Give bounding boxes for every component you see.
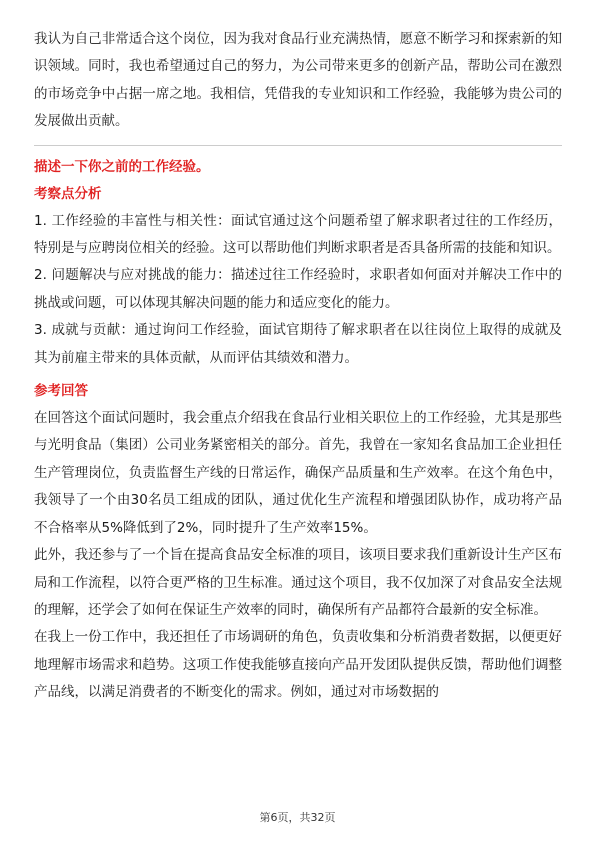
- answer-paragraph: 此外，我还参与了一个旨在提高食品安全标准的项目，该项目要求我们重新设计生产区布局和工作流程，以符合更严格的卫生标准。通过这个项目，我不仅加深了对食品安全法规的理解，还学会了如何在保证生产效率的同时，确保所有产品都符合最新的安全标准。: [34, 547, 562, 618]
- answer-paragraph: 在我上一份工作中，我还担任了市场调研的角色，负责收集和分析消费者数据，以便更好地理解市场需求和趋势。这项工作使我能够直接向产品开发团队提供反馈，帮助他们调整产品线，以满足消费者的不断变化的需求。例如，通过对市场数据的: [34, 629, 562, 701]
- document-page: [34, 26, 562, 707]
- page-number-footer: 第6页，共32页: [259, 811, 336, 824]
- section-divider: [34, 145, 562, 146]
- intro-paragraph: 我认为自己非常适合这个岗位，因为我对食品行业充满热情，愿意不断学习和探索新的知识领域。同时，我也希望通过自己的努力，为公司带来更多的创新产品，帮助公司在激烈的市场竞争中占据一席之地。我相信，凭借我的专业知识和工作经验，我能够为贵公司的发展做出贡献。: [34, 31, 562, 130]
- analysis-heading: 考察点分析: [34, 185, 102, 202]
- answer-paragraph: 在回答这个面试问题时，我会重点介绍我在食品行业相关职位上的工作经验，尤其是那些与光明食品（集团）公司业务紧密相关的部分。首先，我曾在一家知名食品加工企业担任生产管理岗位，负责监督生产线的日常运作，确保产品质量和生产效率。在这个角色中，我领导了一个由30名员工组成的团队，通过优化生产流程和增强团队协作，成功将产品不合格率从5%降低到了2%，同时提升了生产效率15%。: [34, 410, 562, 536]
- interview-question: 描述一下你之前的工作经验。: [34, 158, 210, 175]
- answer-heading: 参考回答: [34, 383, 88, 400]
- analysis-point: 3. 成就与贡献：通过询问工作经验，面试官期待了解求职者在以往岗位上取得的成就及其为前雇主带来的具体贡献，从而评估其绩效和潜力。: [34, 322, 562, 366]
- analysis-point: 1. 工作经验的丰富性与相关性：面试官通过这个问题希望了解求职者过往的工作经历，特别是与应聘岗位相关的经验。这可以帮助他们判断求职者是否具备所需的技能和知识。: [34, 212, 562, 257]
- analysis-point: 2. 问题解决与应对挑战的能力：描述过往工作经验时，求职者如何面对并解决工作中的挑战或问题，可以体现其解决问题的能力和适应变化的能力。: [34, 267, 562, 311]
